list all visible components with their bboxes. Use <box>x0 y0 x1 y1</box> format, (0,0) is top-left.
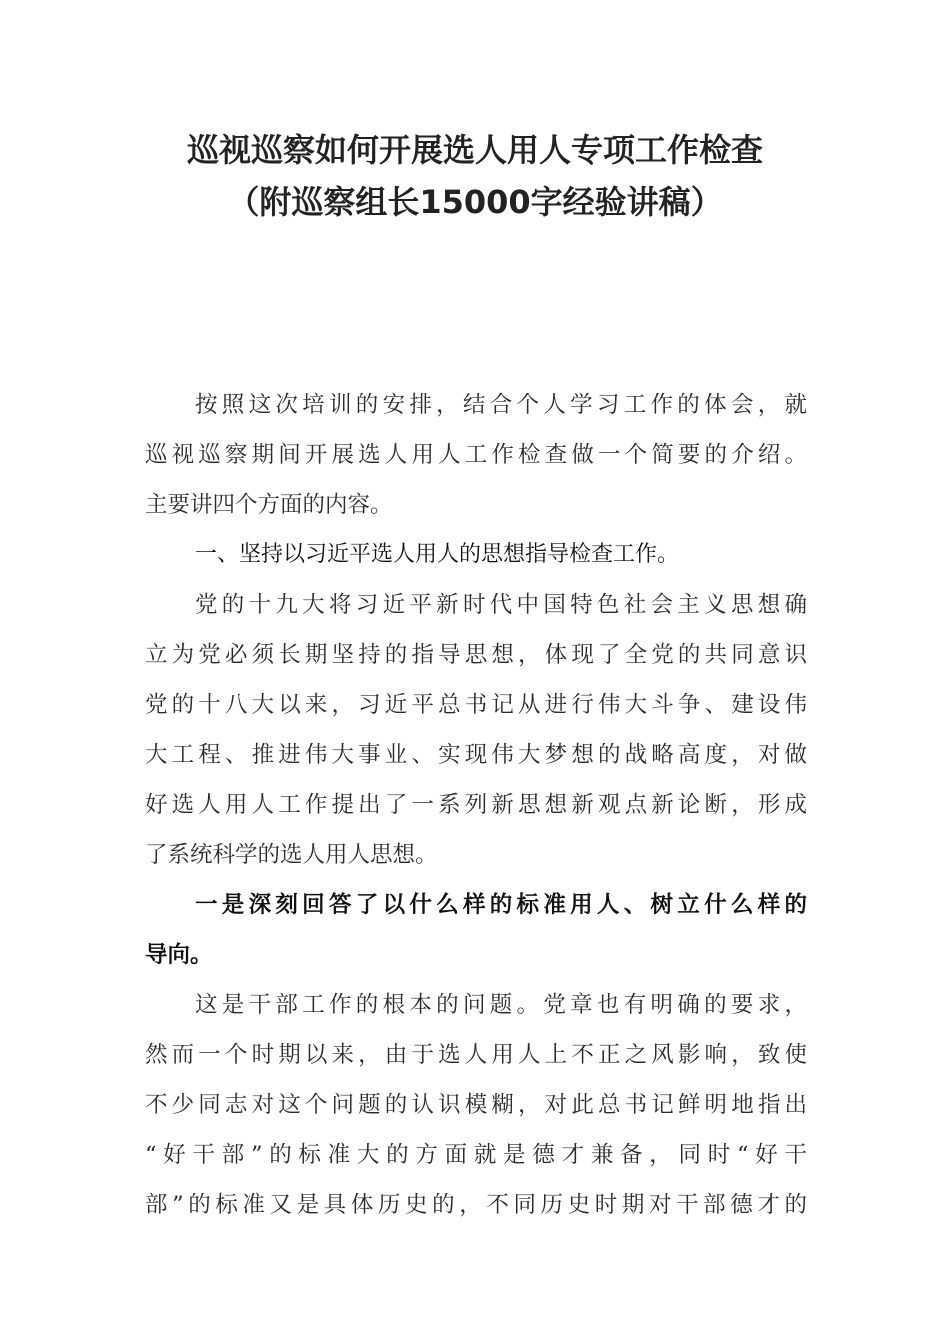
paragraph-line: 巡视巡察期间开展选人用人工作检查做一个简要的介绍。 <box>145 442 807 468</box>
paragraph-line: 立为党必须长期坚持的指导思想，体现了全党的共同意识 <box>145 642 807 668</box>
section-heading: 一、坚持以习近平选人用人的思想指导检查工作。 <box>195 542 680 567</box>
paragraph-line: 部”的标准又是具体历史的，不同历史时期对干部德才的 <box>145 1192 807 1218</box>
document-title-line-1: 巡视巡察如何开展选人用人专项工作检查 <box>186 131 763 169</box>
subheading-line: 导向。 <box>145 942 213 968</box>
paragraph-line: 然而一个时期以来，由于选人用人上不正之风影响，致使 <box>145 1042 807 1068</box>
paragraph-line: “好干部”的标准大的方面就是德才兼备，同时“好干 <box>145 1142 807 1168</box>
paragraph-line: 这是干部工作的根本的问题。党章也有明确的要求， <box>195 992 807 1018</box>
document-body <box>145 380 807 1230</box>
subheading-line: 一是深刻回答了以什么样的标准用人、树立什么样的 <box>195 892 807 918</box>
paragraph-line: 大工程、推进伟大事业、实现伟大梦想的战略高度，对做 <box>145 742 807 768</box>
paragraph-line: 了系统科学的选人用人思想。 <box>145 842 438 868</box>
paragraph-line: 党的十八大以来，习近平总书记从进行伟大斗争、建设伟 <box>145 692 807 718</box>
document-title-line-2: （附巡察组长15000字经验讲稿） <box>227 183 723 221</box>
paragraph-line: 党的十九大将习近平新时代中国特色社会主义思想确 <box>195 592 807 618</box>
paragraph-line: 主要讲四个方面的内容。 <box>145 492 393 518</box>
paragraph-line: 好选人用人工作提出了一系列新思想新观点新论断，形成 <box>145 792 807 818</box>
paragraph-line: 不少同志对这个问题的认识模糊，对此总书记鲜明地指出 <box>145 1092 807 1118</box>
paragraph-line: 按照这次培训的安排，结合个人学习工作的体会，就 <box>195 392 807 418</box>
